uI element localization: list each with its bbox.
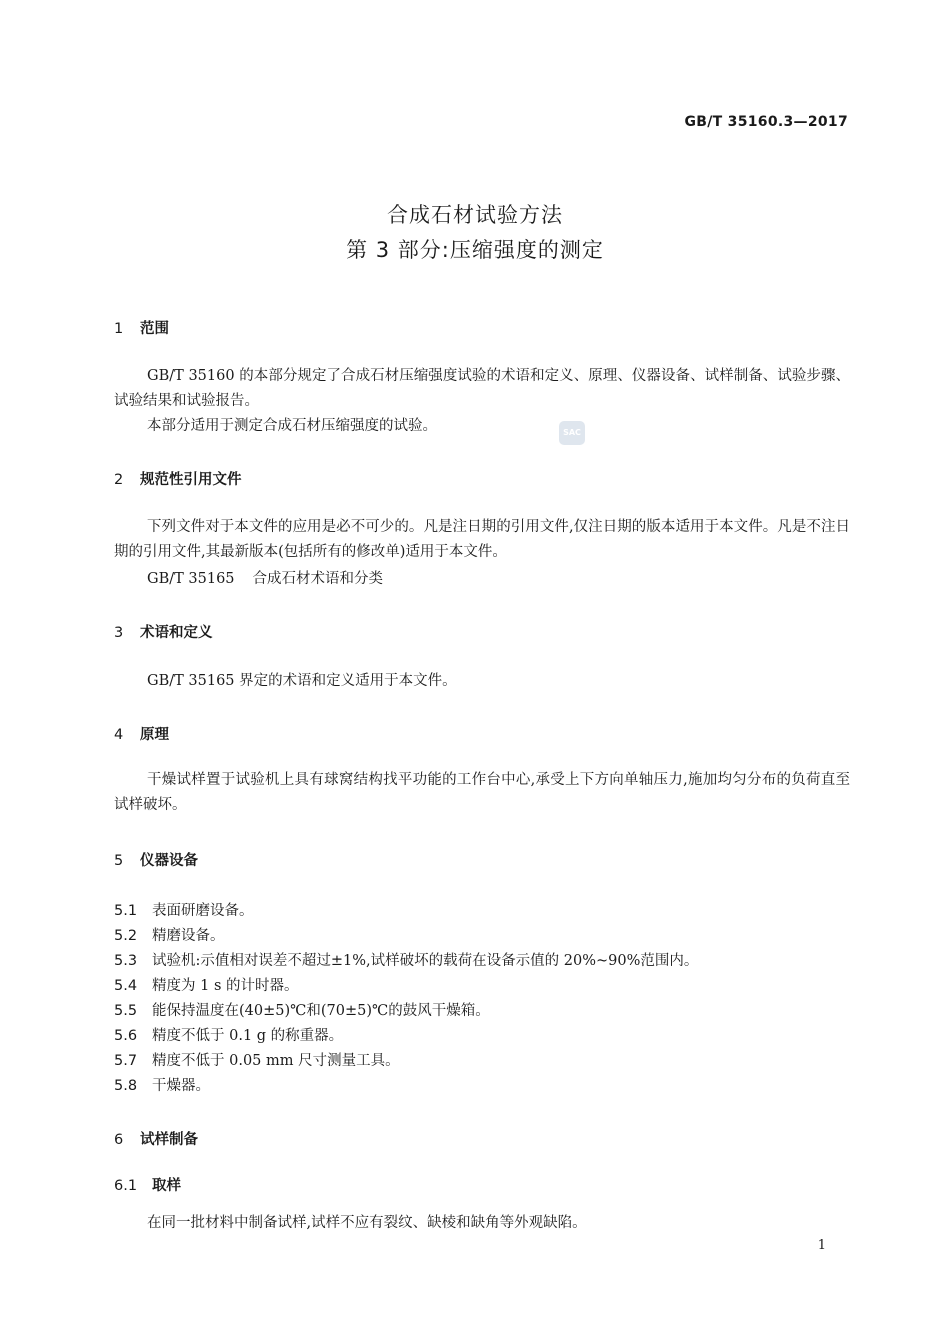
section-2-heading: [114, 468, 242, 489]
section-5-heading: [114, 849, 198, 870]
page-number: 1: [817, 1238, 826, 1253]
normative-reference: [147, 567, 383, 588]
sac-watermark-logo: SAC: [559, 421, 585, 445]
item-number: 5.1: [114, 903, 138, 919]
section-3-paragraph-1: GB/T 35165 界定的术语和定义适用于本文件。: [147, 673, 457, 689]
section-4-heading: [114, 723, 169, 744]
reference-title: 合成石材术语和分类: [252, 571, 384, 587]
section-number: 3: [114, 625, 124, 641]
item-number: 5.5: [114, 1003, 138, 1019]
item-text: 精磨设备。: [152, 928, 225, 944]
list-item: [114, 1024, 343, 1045]
section-1-paragraph-2: 本部分适用于测定合成石材压缩强度的试验。: [147, 418, 437, 434]
standard-code: GB/T 35160.3—2017: [684, 114, 848, 130]
section-number: 1: [114, 321, 124, 337]
item-text: 能保持温度在(40±5)℃和(70±5)℃的鼓风干燥箱。: [152, 1003, 490, 1019]
document-subtitle: 第 3 部分:压缩强度的测定: [346, 238, 604, 262]
list-item: [114, 1049, 400, 1070]
item-text: 表面研磨设备。: [152, 903, 254, 919]
section-title: 术语和定义: [140, 625, 213, 641]
list-item: [114, 1074, 210, 1095]
item-number: 5.3: [114, 953, 138, 969]
section-title: 仪器设备: [140, 853, 198, 869]
section-6-1-paragraph-1: 在同一批材料中制备试样,试样不应有裂纹、缺棱和缺角等外观缺陷。: [147, 1215, 587, 1231]
list-item: [114, 949, 698, 970]
section-6-heading: [114, 1128, 198, 1149]
section-title: 范围: [140, 321, 169, 337]
section-4-paragraph-1: 干燥试样置于试验机上具有球窝结构找平功能的工作台中心,承受上下方向单轴压力,施加均匀分布的负荷直至试样破坏。: [114, 772, 850, 813]
section-title: 规范性引用文件: [140, 472, 242, 488]
section-2-paragraph-1: 下列文件对于本文件的应用是必不可少的。凡是注日期的引用文件,仅注日期的版本适用于本文件。凡是不注日期的引用文件,其最新版本(包括所有的修改单)适用于本文件。: [114, 519, 850, 560]
section-number: 2: [114, 472, 124, 488]
section-number: 5: [114, 853, 124, 869]
item-number: 5.4: [114, 978, 138, 994]
subsection-number: 6.1: [114, 1178, 138, 1194]
section-number: 6: [114, 1132, 124, 1148]
item-number: 5.2: [114, 928, 138, 944]
list-item: [114, 924, 225, 945]
item-text: 精度不低于 0.05 mm 尺寸测量工具。: [152, 1053, 400, 1069]
section-3-heading: [114, 621, 213, 642]
subsection-title: 取样: [152, 1178, 181, 1194]
item-text: 精度为 1 s 的计时器。: [152, 978, 299, 994]
item-text: 试验机:示值相对误差不超过±1%,试样破坏的载荷在设备示值的 20%~90%范围内。: [152, 953, 699, 969]
section-1-paragraph-1: GB/T 35160 的本部分规定了合成石材压缩强度试验的术语和定义、原理、仪器设备、试样制备、试验步骤、试验结果和试验报告。: [114, 368, 850, 409]
list-item: [114, 974, 299, 995]
section-6-1-heading: [114, 1174, 181, 1195]
list-item: [114, 899, 254, 920]
item-number: 5.8: [114, 1078, 138, 1094]
section-number: 4: [114, 727, 124, 743]
section-1-heading: [114, 317, 169, 338]
section-title: 原理: [140, 727, 169, 743]
document-title: 合成石材试验方法: [387, 203, 563, 227]
item-text: 精度不低于 0.1 g 的称重器。: [152, 1028, 344, 1044]
section-title: 试样制备: [140, 1132, 198, 1148]
list-item: [114, 999, 490, 1020]
item-text: 干燥器。: [152, 1078, 210, 1094]
item-number: 5.6: [114, 1028, 138, 1044]
reference-code: GB/T 35165: [147, 571, 235, 587]
item-number: 5.7: [114, 1053, 138, 1069]
